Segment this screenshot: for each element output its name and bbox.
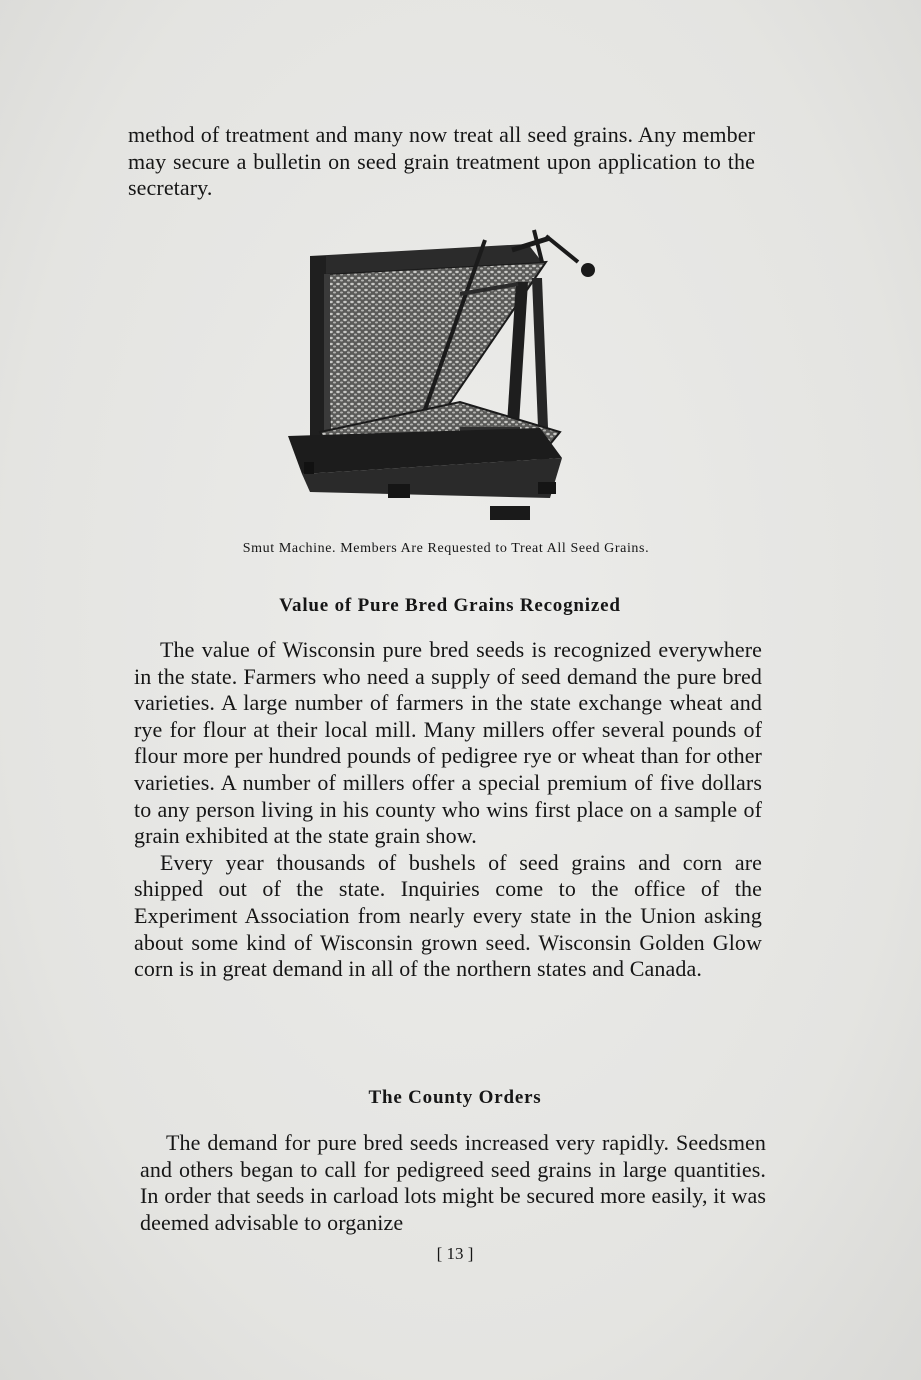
paragraph: The value of Wisconsin pure bred seeds is recognized everywhere in the state. Farmers who need a supply of seed demand the pure bred varieties. A large number of farmers in the state exchange wheat and rye for flour at their local mill. Many millers offer several pounds of flour more per hundred pounds of pedigree rye or wheat than for other varieties. A number of millers offer a special premium of five dollars to any person living in his county who wins first place on a sample of grain exhibited at the state grain show.: [134, 637, 762, 849]
page-number: [ 13 ]: [436, 1244, 474, 1263]
figure-caption: Smut Machine. Members Are Requested to Treat All Seed Grains.: [242, 541, 650, 556]
paragraph: The demand for pure bred seeds increased very rapidly. Seedsmen and others began to call for pedigreed seed grains in large quantities. In order that seeds in carload lots might be secured more easily, it was deemed advisable to organize: [140, 1130, 766, 1235]
section-heading-county-orders: The County Orders: [368, 1087, 542, 1108]
section-pure-bred-body: [134, 637, 762, 983]
intro-text: method of treatment and many now treat all seed grains. Any member may secure a bulletin on seed grain treatment upon application to the secretary.: [128, 122, 755, 201]
section-county-orders-body: [140, 1130, 766, 1236]
paragraph: Every year thousands of bushels of seed grains and corn are shipped out of the state. Inquiries come to the office of the Experiment Association from nearly every state in the Union asking about some kind of Wisconsin grown seed. Wisconsin Golden Glow corn is in great demand in all of the northern states and Canada.: [134, 849, 762, 982]
section-heading-pure-bred: Value of Pure Bred Grains Recognized: [279, 595, 621, 616]
smut-machine-illustration: [280, 222, 610, 542]
intro-paragraph: [128, 122, 755, 202]
